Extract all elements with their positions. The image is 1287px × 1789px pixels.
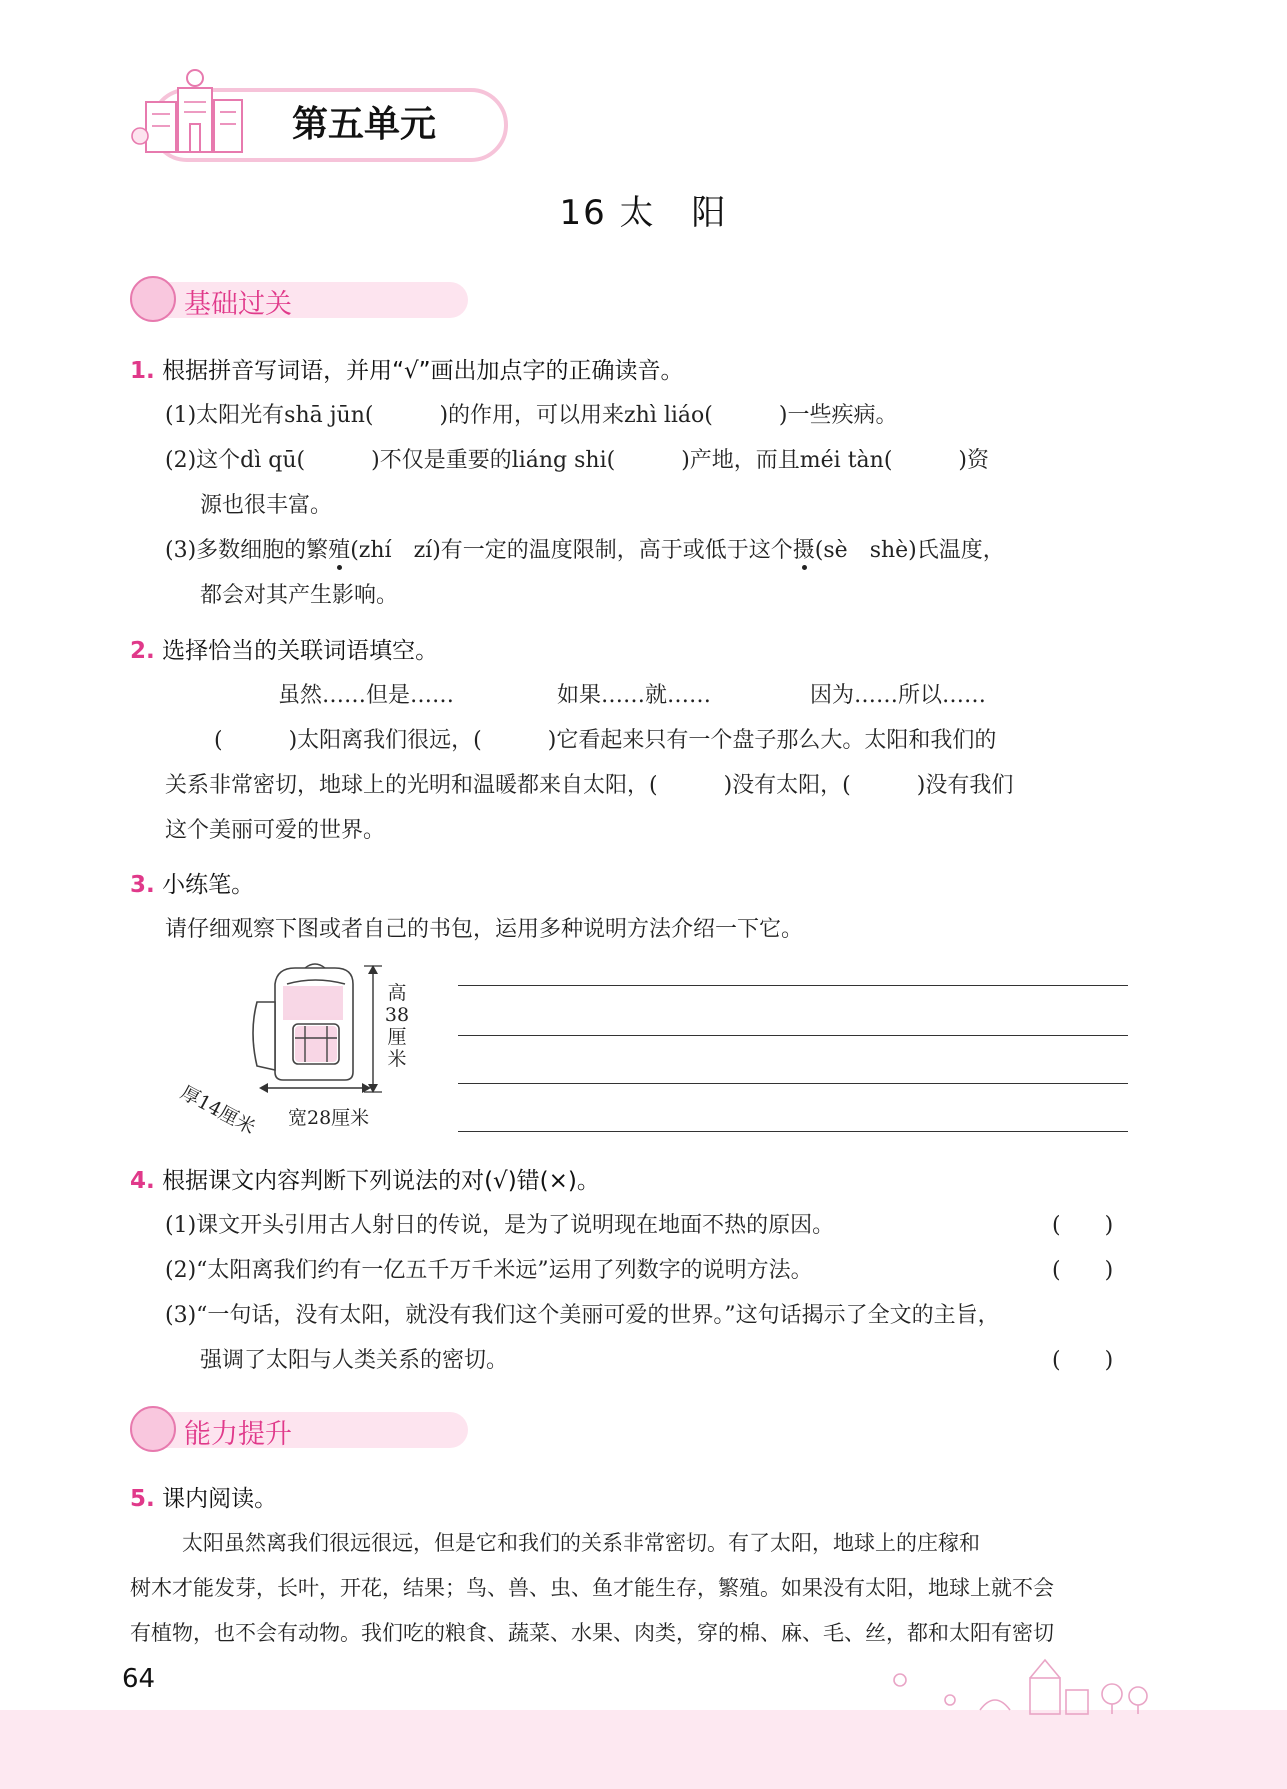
- question-1-heading: [130, 352, 684, 385]
- question-prompt: 课内阅读。: [162, 1486, 278, 1512]
- boy-face-icon: [130, 1406, 176, 1452]
- writing-line[interactable]: [458, 1131, 1128, 1132]
- footer-band: [0, 1710, 1287, 1789]
- label-char: 高: [387, 982, 407, 1004]
- q2-line-2: 关系非常密切，地球上的光明和温暖都来自太阳，( )没有太阳，( )没有我们: [165, 773, 1014, 798]
- reading-passage-line: 太阳虽然离我们很远很远，但是它和我们的关系非常密切。有了太阳，地球上的庄稼和: [182, 1531, 980, 1555]
- question-2-heading: [130, 632, 438, 665]
- text-segment: (zhí zí)有一定的温度限制，高于或低于这个: [350, 538, 793, 563]
- reading-passage-line: 有植物，也不会有动物。我们吃的粮食、蔬菜、水果、肉类，穿的棉、麻、毛、丝，都和太阳有密切: [130, 1621, 1054, 1645]
- label-char: 厘: [387, 1026, 407, 1048]
- q1-line-5: 都会对其产生影响。: [200, 583, 399, 608]
- question-number: 1.: [130, 358, 155, 384]
- question-number: 5.: [130, 1486, 155, 1512]
- question-number: 4.: [130, 1168, 155, 1194]
- q4-line-4: 强调了太阳与人类关系的密切。: [200, 1348, 509, 1373]
- answer-parentheses[interactable]: ( ): [1052, 1213, 1114, 1238]
- section-label: 基础过关: [184, 289, 292, 320]
- question-prompt: 根据拼音写词语，并用“√”画出加点字的正确读音。: [162, 358, 684, 384]
- text-segment: (sè shè)氏温度，: [814, 538, 1005, 563]
- answer-parentheses[interactable]: ( ): [1052, 1348, 1114, 1373]
- conjunction-option-2: 如果……就……: [557, 683, 712, 708]
- question-5-heading: [130, 1480, 277, 1513]
- q2-line-1: ( )太阳离我们很远，( )它看起来只有一个盘子那么大。太阳和我们的: [214, 728, 997, 753]
- writing-line[interactable]: [458, 1083, 1128, 1084]
- girl-face-icon: [130, 276, 176, 322]
- castle-icon: [128, 66, 258, 162]
- question-prompt: 小练笔。: [162, 872, 255, 898]
- question-prompt: 根据课文内容判断下列说法的对(√)错(×)。: [162, 1168, 600, 1194]
- section-advanced: [130, 1406, 480, 1454]
- reading-passage-line: 树木才能发芽，长叶，开花，结果；鸟、兽、虫、鱼才能生存，繁殖。如果没有太阳，地球上就不会: [130, 1576, 1054, 1600]
- q3-instruction: 请仔细观察下图或者自己的书包，运用多种说明方法介绍一下它。: [165, 917, 804, 942]
- question-number: 3.: [130, 872, 155, 898]
- width-label: 宽28厘米: [288, 1107, 370, 1129]
- label-char: 米: [387, 1048, 407, 1070]
- q2-line-3: 这个美丽可爱的世界。: [165, 818, 386, 843]
- label-char: 38: [384, 1004, 410, 1026]
- unit-title: 第五单元: [292, 104, 437, 145]
- dotted-character: 殖: [328, 538, 351, 563]
- question-number: 2.: [130, 638, 155, 664]
- section-label: 能力提升: [184, 1419, 292, 1450]
- conjunction-option-3: 因为……所以……: [810, 683, 987, 708]
- town-illustration-icon: [880, 1650, 1170, 1720]
- answer-parentheses[interactable]: ( ): [1052, 1258, 1114, 1283]
- question-3-heading: [130, 866, 254, 899]
- q1-line-2: (2)这个dì qū( )不仅是重要的liáng shi( )产地，而且méi tàn( )资: [165, 448, 989, 473]
- height-label: [384, 982, 410, 1070]
- conjunction-option-1: 虽然……但是……: [278, 683, 455, 708]
- thickness-label: 厚14厘米: [176, 1081, 259, 1140]
- writing-line[interactable]: [458, 985, 1128, 986]
- q1-line-1: (1)太阳光有shā jūn( )的作用，可以用来zhì liáo( )一些疾病。: [165, 403, 898, 428]
- section-basic: [130, 276, 480, 324]
- q1-line-4: [165, 533, 1005, 564]
- question-4-heading: [130, 1162, 600, 1195]
- writing-line[interactable]: [458, 1035, 1128, 1036]
- q1-line-3: 源也很丰富。: [200, 493, 333, 518]
- page-number: 64: [122, 1664, 156, 1694]
- dotted-character: 摄: [792, 538, 815, 563]
- text-segment: (3)多数细胞的繁: [165, 538, 329, 563]
- question-prompt: 选择恰当的关联词语填空。: [162, 638, 439, 664]
- q4-line-2: (2)“太阳离我们约有一亿五千万千米远”运用了列数字的说明方法。: [165, 1258, 813, 1283]
- q4-line-1: (1)课文开头引用古人射日的传说，是为了说明现在地面不热的原因。: [165, 1213, 835, 1238]
- q4-line-3: (3)“一句话，没有太阳，就没有我们这个美丽可爱的世界。”这句话揭示了全文的主旨，: [165, 1303, 1000, 1328]
- lesson-title: 16 太 阳: [559, 193, 728, 233]
